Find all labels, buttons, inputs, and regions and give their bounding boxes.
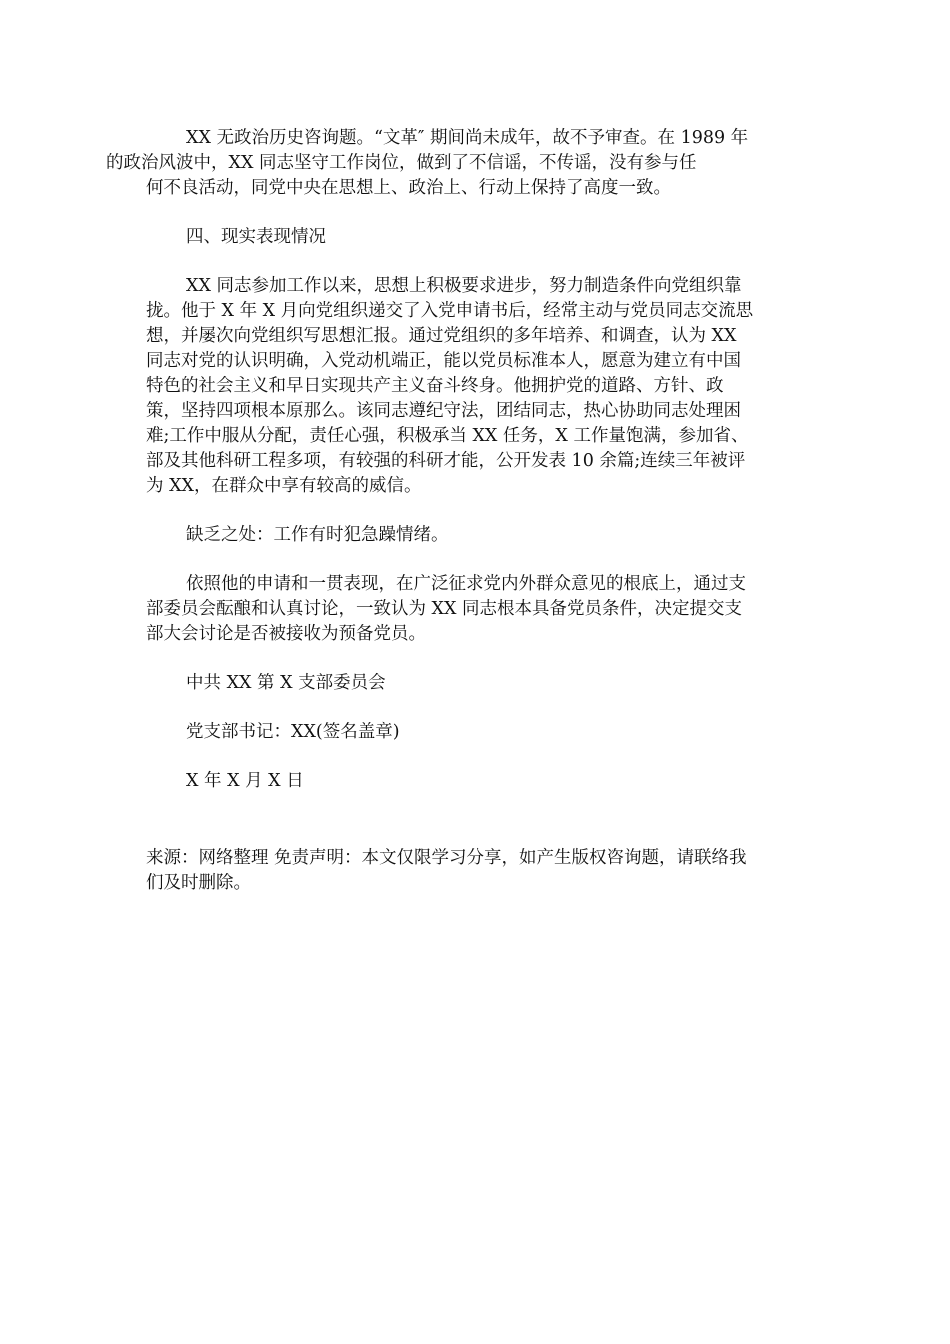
committee-name-text: 中共 XX 第 X 支部委员会 — [186, 673, 386, 693]
paragraph-conclusion — [146, 572, 806, 647]
footer-line: 来源：网络整理 免责声明：本文仅限学习分享，如产生版权咨询题，请联络我 — [146, 848, 747, 868]
paragraph-performance — [146, 274, 806, 499]
text-line: 为 XX，在群众中享有较高的威信。 — [146, 476, 422, 496]
text-line: 策，坚持四项根本原那么。该同志遵纪守法，团结同志，热心协助同志处理困 — [146, 401, 741, 421]
text-line: XX 同志参加工作以来，思想上积极要求进步，努力制造条件向党组织靠 — [186, 276, 742, 296]
document-body — [106, 126, 806, 818]
text-line: 同志对党的认识明确，入党动机端正，能以党员标准本人，愿意为建立有中国 — [146, 351, 741, 371]
text-line: 部及其他科研工程多项，有较强的科研才能，公开发表 10 余篇;连续三年被评 — [146, 451, 746, 471]
paragraph-political-history — [106, 126, 806, 201]
committee-name — [146, 671, 806, 696]
text-line: 缺乏之处：工作有时犯急躁情绪。 — [186, 525, 449, 545]
section-heading — [146, 225, 806, 250]
text-line: 难;工作中服从分配，责任心强，积极承当 XX 任务，X 工作量饱满，参加省、 — [146, 426, 749, 446]
footer-line: 们及时删除。 — [146, 873, 251, 893]
text-line: 部委员会酝酿和认真讨论，一致认为 XX 同志根本具备党员条件，决定提交支 — [146, 599, 743, 619]
document-date — [146, 769, 806, 794]
document-date-text: X 年 X 月 X 日 — [186, 771, 304, 791]
text-line: 部大会讨论是否被接收为预备党员。 — [146, 624, 426, 644]
text-line: XX 无政治历史咨询题。“文革″ 期间尚未成年，故不予审查。在 1989 年 — [186, 128, 749, 148]
text-line: 何不良活动，同党中央在思想上、政治上、行动上保持了高度一致。 — [146, 178, 671, 198]
text-line: 拢。他于 X 年 X 月向党组织递交了入党申请书后，经常主动与党员同志交流思 — [146, 301, 754, 321]
secretary-signature-text: 党支部书记：XX(签名盖章) — [186, 722, 400, 742]
text-line: 特色的社会主义和早日实现共产主义奋斗终身。他拥护党的道路、方针、政 — [146, 376, 724, 396]
paragraph-shortcomings — [146, 523, 806, 548]
section-heading-text: 四、现实表现情况 — [186, 227, 326, 247]
text-line: 想，并屡次向党组织写思想汇报。通过党组织的多年培养、和调查，认为 XX — [146, 326, 737, 346]
disclaimer-footer — [146, 846, 806, 896]
text-line: 的政治风波中，XX 同志坚守工作岗位，做到了不信谣，不传谣，没有参与任 — [106, 153, 697, 173]
text-line: 依照他的申请和一贯表现，在广泛征求党内外群众意见的根底上，通过支 — [186, 574, 746, 594]
secretary-signature — [146, 720, 806, 745]
